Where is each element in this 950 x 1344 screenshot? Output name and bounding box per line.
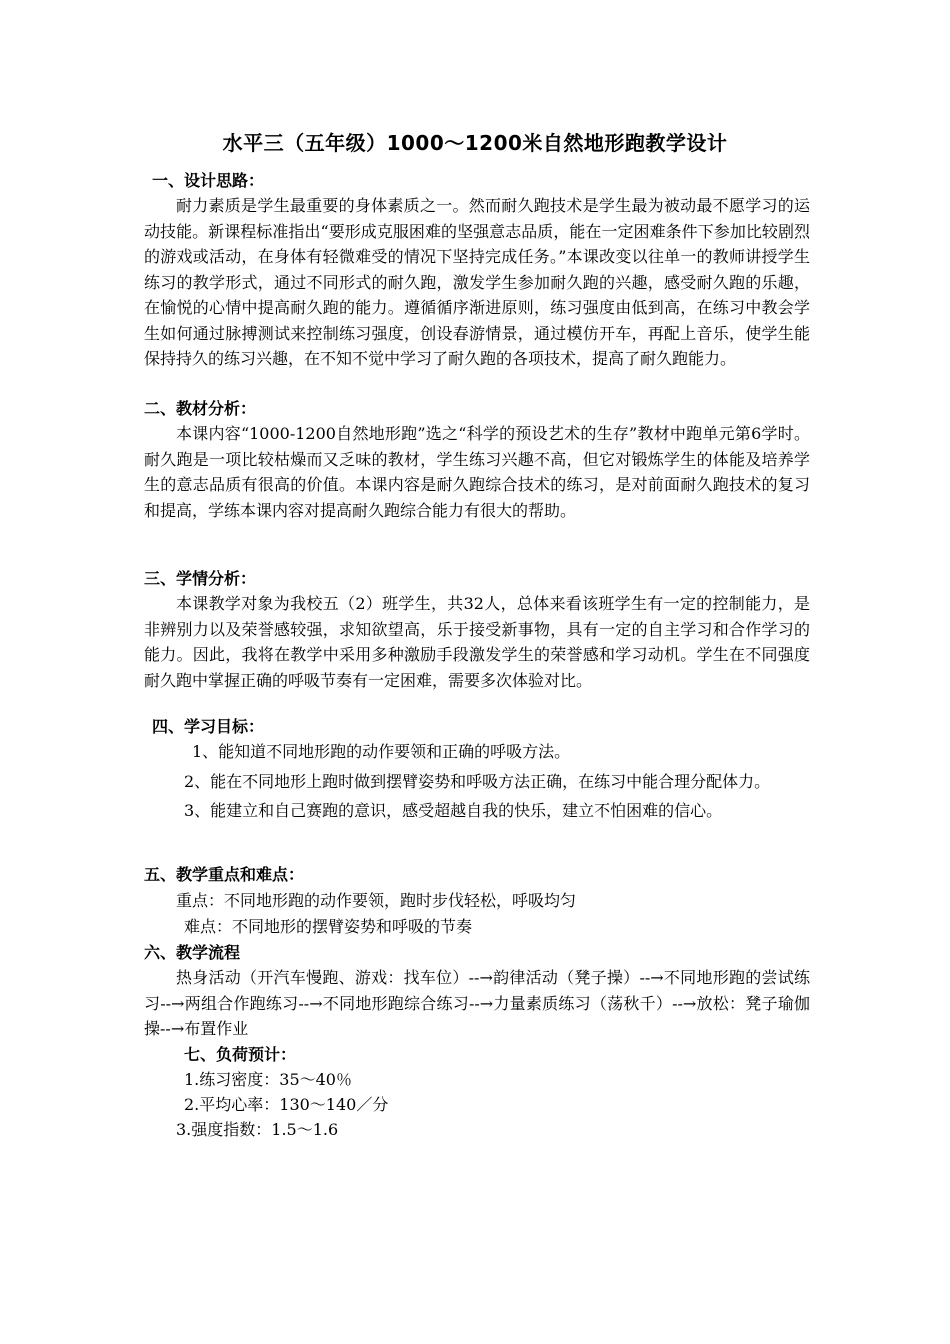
section-heading-material-analysis: 二、教材分析： [144,399,257,418]
section-body-learning-goals [144,739,810,824]
key-point: 重点：不同地形跑的动作要领，跑时步伐轻松，呼吸均匀 [176,891,577,910]
document-title: 水平三（五年级）1000～1200米自然地形跑教学设计 [222,131,728,155]
section-heading-student-analysis: 三、学情分析： [144,569,257,588]
goal-item: 2、能在不同地形上跑时做到摆臂姿势和呼吸方法正确，在练习中能合理分配体力。 [184,771,771,791]
paragraph-design-idea: 耐力素质是学生最重要的身体素质之一。然而耐久跑技术是学生最为被动最不愿学习的运动技能。新课程标准指出“要形成克服困难的坚强意志品质，能在一定困难条件下参加比较剧烈的游戏或活动，在身体有轻微难受的情况下坚持完成任务。”本课改变以往单一的教师讲授学生练习的教学形式，通过不同形式的耐久跑，激发学生参加耐久跑的兴趣，感受耐久跑的乐趣，在愉悦的心情中提高耐久跑的能力。遵循循序渐进原则，练习强度由低到高，在练习中教会学生如何通过脉搏测试来控制练习强度，创设春游情景，通过模仿开车，再配上音乐，使学生能保持持久的练习兴趣，在不知不觉中学习了耐久跑的各项技术，提高了耐久跑能力。 [144,196,810,368]
goal-item: 1、能知道不同地形跑的动作要领和正确的呼吸方法。 [192,742,571,761]
load-item: 1.练习密度：35～40％ [184,1070,352,1089]
section-heading-learning-goals: 四、学习目标： [152,717,265,736]
section-heading-teaching-flow: 六、教学流程 [144,943,241,962]
load-item: 2.平均心率：130～140／分 [184,1095,389,1114]
difficult-point: 难点：不同地形的摆臂姿势和呼吸的节奏 [184,917,473,936]
section-body-teaching-flow [144,965,810,1042]
section-body-material-analysis [144,421,810,523]
section-body-student-analysis [144,591,810,693]
goal-item: 3、能建立和自己赛跑的意识，感受超越自我的快乐，建立不怕困难的信心。 [184,801,723,820]
paragraph-teaching-flow: 热身活动（开汽车慢跑、游戏：找车位）--→韵律活动（凳子操）--→不同地形跑的尝试练习--→两组合作跑练习--→不同地形跑综合练习--→力量素质练习（荡秋千）--→放松：凳子瑜伽操--→布置作业 [144,968,810,1038]
section-heading-load-estimate: 七、负荷预计： [184,1045,297,1064]
section-heading-design-idea: 一、设计思路： [152,171,265,190]
load-item: 3.强度指数：1.5～1.6 [176,1120,339,1139]
paragraph-student-analysis: 本课教学对象为我校五（2）班学生，共32人，总体来看该班学生有一定的控制能力，是非辨别力以及荣誉感较强，求知欲望高，乐于接受新事物，具有一定的自主学习和合作学习的能力。因此，我将在教学中采用多种激励手段激发学生的荣誉感和学习动机。学生在不同强度耐久跑中掌握正确的呼吸节奏有一定困难，需要多次体验对比。 [144,594,810,690]
section-heading-key-difficulty: 五、教学重点和难点： [144,865,305,884]
paragraph-material-analysis: 本课内容“1000-1200自然地形跑”选之“科学的预设艺术的生存”教材中跑单元第6学时。耐久跑是一项比较枯燥而又乏味的教材，学生练习兴趣不高，但它对锻炼学生的体能及培养学生的意志品质有很高的价值。本课内容是耐久跑综合技术的练习，是对前面耐久跑技术的复习和提高，学练本课内容对提高耐久跑综合能力有很大的帮助。 [144,424,810,520]
section-body-design-idea [144,193,810,372]
